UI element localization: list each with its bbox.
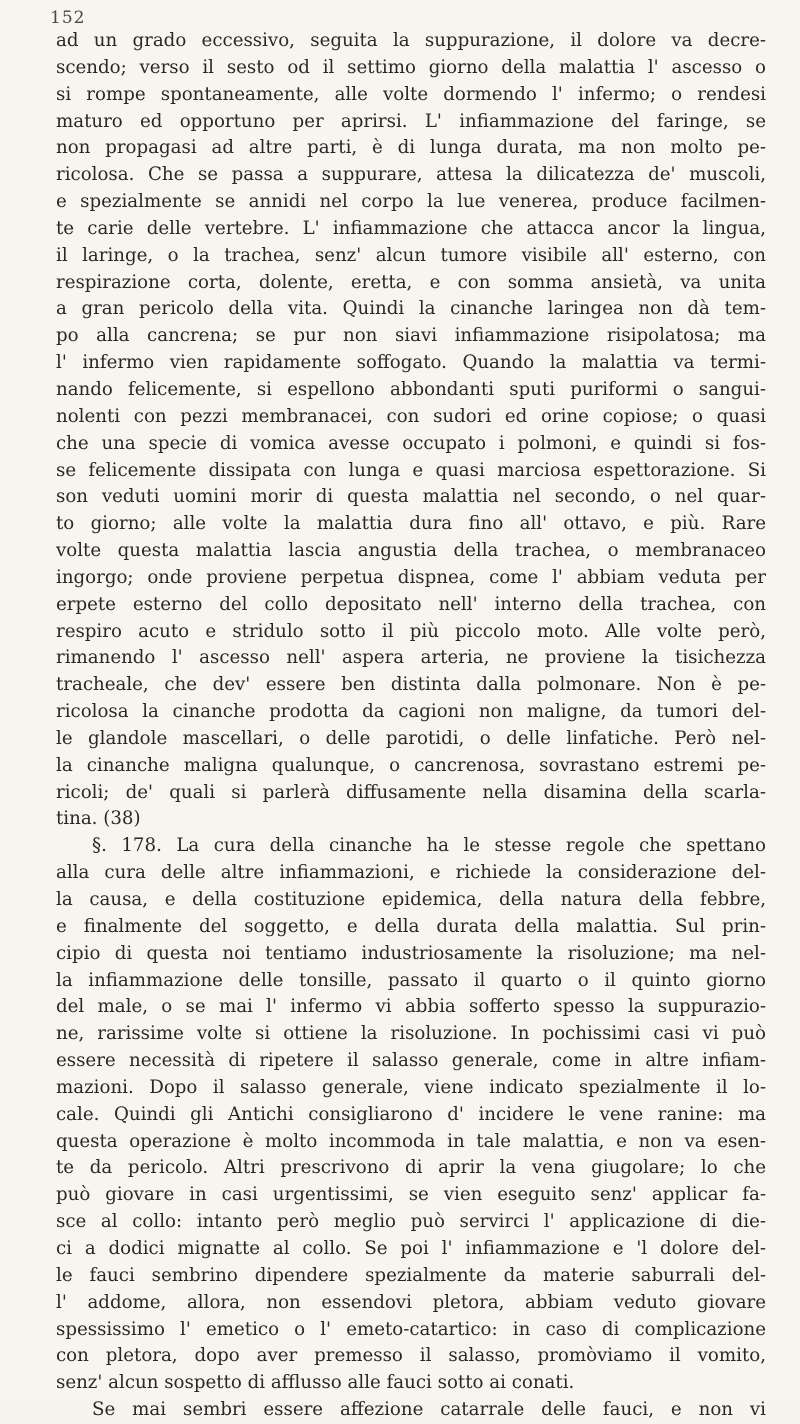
- text-line: ricolosa la cinanche prodotta da cagioni non maligne, da tumori del-: [56, 701, 766, 723]
- text-line: po alla cancrena; se pur non siavi infiammazione risipolatosa; ma: [56, 325, 766, 347]
- text-line: tracheale, che dev' essere ben distinta dalla polmonare. Non è pe-: [56, 674, 766, 696]
- text-line: ne, rarissime volte si ottiene la risoluzione. In pochissimi casi vi può: [56, 1023, 766, 1045]
- text-line: questa operazione è molto incommoda in tale malattia, e non va esen-: [56, 1130, 766, 1152]
- text-line: te da pericolo. Altri prescrivono di aprir la vena giugolare; lo che: [56, 1157, 766, 1179]
- text-line: mazioni. Dopo il salasso generale, viene indicato spezialmente il lo-: [56, 1076, 766, 1098]
- text-line: il laringe, o la trachea, senz' alcun tumore visibile all' esterno, con: [56, 244, 766, 266]
- section-start-line: §. 178. La cura della cinanche ha le stesse regole che spettano: [92, 835, 766, 857]
- text-line: respirazione corta, dolente, eretta, e con somma ansietà, va unita: [56, 271, 766, 293]
- text-line: tina. (38): [56, 808, 141, 830]
- text-line: cale. Quindi gli Antichi consigliarono d' incidere le vene ranine: ma: [56, 1103, 766, 1125]
- text-line: se felicemente dissipata con lunga e quasi marciosa espettorazione. Si: [56, 459, 766, 481]
- text-line: non propagasi ad altre parti, è di lunga durata, ma non molto pe-: [56, 137, 766, 159]
- text-line: si rompe spontaneamente, alle volte dormendo l' infermo; o rendesi: [56, 83, 766, 105]
- text-line: ad un grado eccessivo, seguita la suppurazione, il dolore va decre-: [56, 30, 766, 51]
- text-line: Se mai sembri essere affezione catarrale delle fauci, e non vi: [92, 1399, 766, 1421]
- text-line: spessissimo l' emetico o l' emeto-catartico: in caso di complicazione: [56, 1318, 766, 1340]
- text-line: maturo ed opportuno per aprirsi. L' infiammazione del faringe, se: [56, 110, 766, 132]
- text-line: le fauci sembrino dipendere spezialmente da materie saburrali del-: [56, 1264, 766, 1286]
- text-line: rimanendo l' ascesso nell' aspera arteria, ne proviene la tisichezza: [56, 647, 766, 669]
- text-line: to giorno; alle volte la malattia dura fino all' ottavo, e più. Rare: [56, 513, 766, 535]
- text-line: le glandole mascellari, o delle parotidi, o delle linfatiche. Però nel-: [56, 727, 766, 749]
- text-line: ricoli; de' quali si parlerà diffusamente nella disamina della scarla-: [56, 781, 766, 803]
- text-line: la infiammazione delle tonsille, passato il quarto o il quinto giorno: [56, 969, 766, 991]
- text-line: volte questa malattia lascia angustia della trachea, o membranaceo: [56, 540, 766, 562]
- text-line: del male, o se mai l' infermo vi abbia sofferto spesso la suppurazio-: [56, 996, 766, 1018]
- text-line: la causa, e della costituzione epidemica, della natura della febbre,: [56, 889, 766, 910]
- text-line: nolenti con pezzi membranacei, con sudori ed orine copiose; o quasi: [56, 405, 766, 427]
- text-line: nando felicemente, si espellono abbondanti sputi puriformi o sangui-: [56, 378, 766, 400]
- text-line: te carie delle vertebre. L' infiammazione che attacca ancor la lingua,: [56, 217, 766, 239]
- text-line: son veduti uomini morir di questa malattia nel secondo, o nel quar-: [56, 486, 766, 508]
- text-line: a gran pericolo della vita. Quindi la cinanche laringea non dà tem-: [56, 298, 766, 320]
- text-line: può giovare in casi urgentissimi, se vien eseguito senz' applicar fa-: [56, 1184, 766, 1206]
- text-line: alla cura delle altre infiammazioni, e richiede la considerazione del-: [56, 862, 766, 884]
- body-text: [56, 28, 766, 1424]
- text-line: essere necessità di ripetere il salasso generale, come in altre infiam-: [56, 1050, 766, 1072]
- text-line: ricolosa. Che se passa a suppurare, attesa la dilicatezza de' muscoli,: [56, 164, 766, 186]
- text-line: scendo; verso il sesto od il settimo giorno della malattia l' ascesso o: [56, 56, 766, 78]
- text-line: l' infermo vien rapidamente soffogato. Quando la malattia va termi-: [56, 352, 766, 374]
- text-line: e spezialmente se annidi nel corpo la lue venerea, produce facilmen-: [56, 191, 766, 213]
- text-line: e finalmente del soggetto, e della durata della malattia. Sul prin-: [56, 915, 766, 937]
- text-line: ci a dodici mignatte al collo. Se poi l' infiammazione e 'l dolore del-: [56, 1237, 766, 1259]
- text-line: cipio di questa noi tentiamo industriosamente la risoluzione; ma nel-: [56, 942, 766, 964]
- text-line: che una specie di vomica avesse occupato i polmoni, e quindi si fos-: [56, 432, 766, 454]
- text-line: erpete esterno del collo depositato nell' interno della trachea, con: [56, 593, 766, 615]
- page-number: 152: [50, 8, 86, 28]
- text-line: senz' alcun sospetto di afflusso alle fauci sotto ai conati.: [56, 1372, 575, 1394]
- text-line: con pletora, dopo aver premesso il salasso, promòviamo il vomito,: [56, 1345, 766, 1367]
- text-line: respiro acuto e stridulo sotto il più piccolo moto. Alle volte però,: [56, 620, 766, 642]
- text-line: la cinanche maligna qualunque, o cancrenosa, sovrastano estremi pe-: [56, 754, 766, 776]
- text-line: ingorgo; onde proviene perpetua dispnea, come l' abbiam veduta per: [56, 566, 766, 588]
- text-line: sce al collo: intanto però meglio può servirci l' applicazione di die-: [56, 1211, 766, 1233]
- text-line: l' addome, allora, non essendovi pletora, abbiam veduto giovare: [56, 1291, 766, 1313]
